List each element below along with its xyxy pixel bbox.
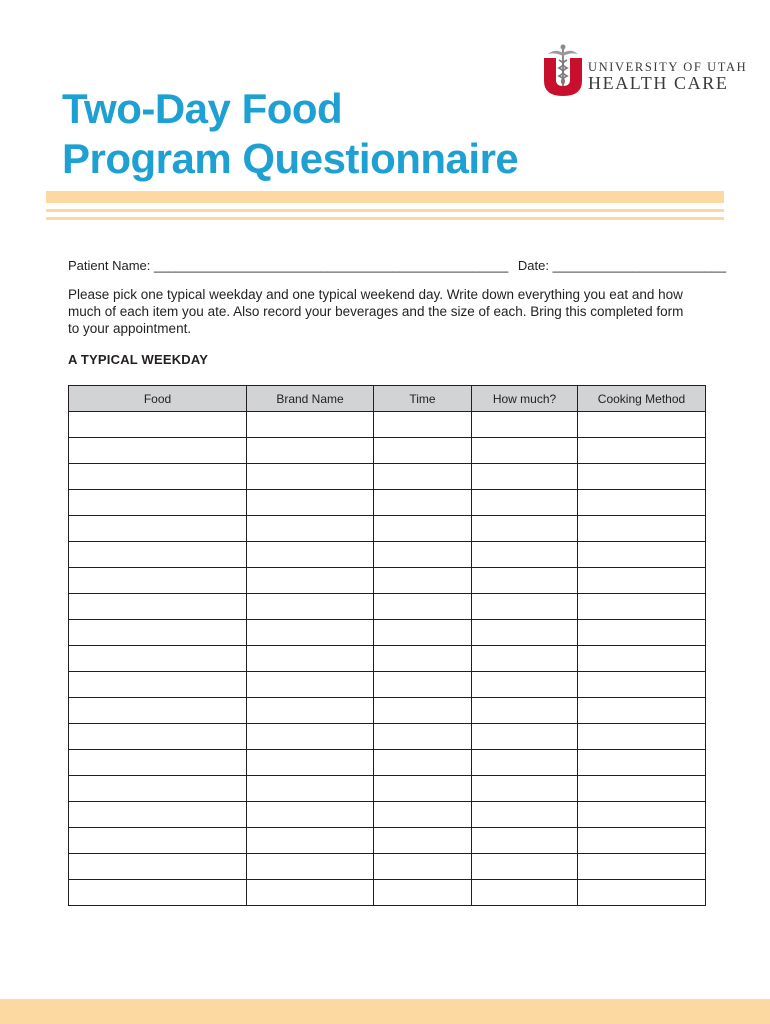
table-cell[interactable]: [247, 568, 374, 594]
table-cell[interactable]: [578, 620, 706, 646]
table-cell[interactable]: [578, 490, 706, 516]
table-cell[interactable]: [247, 828, 374, 854]
table-cell[interactable]: [472, 594, 578, 620]
table-cell[interactable]: [247, 854, 374, 880]
table-body: [69, 412, 706, 906]
table-cell[interactable]: [472, 516, 578, 542]
table-cell[interactable]: [374, 802, 472, 828]
table-cell[interactable]: [69, 828, 247, 854]
table-cell[interactable]: [69, 490, 247, 516]
table-cell[interactable]: [578, 698, 706, 724]
table-cell[interactable]: [69, 672, 247, 698]
column-header-cooking-method: Cooking Method: [578, 386, 706, 412]
table-row: [69, 568, 706, 594]
table-cell[interactable]: [247, 646, 374, 672]
page-title: [62, 84, 518, 184]
table-cell[interactable]: [69, 646, 247, 672]
table-cell[interactable]: [69, 776, 247, 802]
decorative-band-bottom: [0, 999, 770, 1024]
page-title-line-1: Two-Day Food: [62, 85, 343, 132]
column-header-brand-name: Brand Name: [247, 386, 374, 412]
table-cell[interactable]: [374, 490, 472, 516]
table-cell[interactable]: [247, 750, 374, 776]
table-cell[interactable]: [247, 724, 374, 750]
table-row: [69, 594, 706, 620]
table-cell[interactable]: [374, 854, 472, 880]
table-row: [69, 438, 706, 464]
table-cell[interactable]: [374, 750, 472, 776]
table-cell[interactable]: [472, 776, 578, 802]
table-cell[interactable]: [578, 646, 706, 672]
table-row: [69, 880, 706, 906]
table-cell[interactable]: [247, 698, 374, 724]
table-row: [69, 802, 706, 828]
table-cell[interactable]: [247, 438, 374, 464]
table-row: [69, 620, 706, 646]
table-cell[interactable]: [374, 776, 472, 802]
logo-health-care-text: HEALTH CARE: [588, 73, 729, 93]
table-cell[interactable]: [578, 438, 706, 464]
table-cell[interactable]: [472, 880, 578, 906]
table-cell[interactable]: [69, 412, 247, 438]
table-cell[interactable]: [578, 594, 706, 620]
table-cell[interactable]: [247, 672, 374, 698]
table-row: [69, 854, 706, 880]
table-row: [69, 490, 706, 516]
table-cell[interactable]: [247, 620, 374, 646]
column-header-how-much: How much?: [472, 386, 578, 412]
table-cell[interactable]: [374, 438, 472, 464]
table-cell[interactable]: [578, 412, 706, 438]
table-cell[interactable]: [472, 802, 578, 828]
table-cell[interactable]: [472, 490, 578, 516]
table-cell[interactable]: [472, 724, 578, 750]
table-cell[interactable]: [374, 828, 472, 854]
table-cell[interactable]: [247, 880, 374, 906]
table-row: [69, 776, 706, 802]
logo-university-text: UNIVERSITY OF UTAH: [588, 60, 748, 74]
table-row: [69, 646, 706, 672]
table-cell[interactable]: [578, 828, 706, 854]
table-cell[interactable]: [578, 672, 706, 698]
table-cell[interactable]: [374, 412, 472, 438]
table-cell[interactable]: [69, 698, 247, 724]
column-header-time: Time: [374, 386, 472, 412]
table-cell[interactable]: [472, 568, 578, 594]
decorative-band-thin-1: [46, 209, 724, 212]
table-cell[interactable]: [247, 490, 374, 516]
table-cell[interactable]: [69, 568, 247, 594]
table-cell[interactable]: [578, 516, 706, 542]
table-cell[interactable]: [472, 672, 578, 698]
table-cell[interactable]: [578, 542, 706, 568]
table-cell[interactable]: [69, 750, 247, 776]
table-row: [69, 724, 706, 750]
table-cell[interactable]: [578, 750, 706, 776]
table-cell[interactable]: [69, 594, 247, 620]
table-row: [69, 672, 706, 698]
table-cell[interactable]: [69, 542, 247, 568]
table-cell[interactable]: [374, 880, 472, 906]
table-cell[interactable]: [472, 542, 578, 568]
table-cell[interactable]: [472, 438, 578, 464]
decorative-band-thick: [46, 191, 724, 203]
table-cell[interactable]: [247, 776, 374, 802]
column-header-food: Food: [69, 386, 247, 412]
university-logo: [542, 44, 748, 98]
table-cell[interactable]: [247, 412, 374, 438]
table-cell[interactable]: [69, 464, 247, 490]
table-row: [69, 412, 706, 438]
table-cell[interactable]: [578, 724, 706, 750]
table-cell[interactable]: [472, 620, 578, 646]
table-cell[interactable]: [374, 620, 472, 646]
table-cell[interactable]: [374, 464, 472, 490]
table-cell[interactable]: [247, 802, 374, 828]
table-cell[interactable]: [374, 672, 472, 698]
table-cell[interactable]: [69, 854, 247, 880]
table-cell[interactable]: [69, 880, 247, 906]
table-cell[interactable]: [472, 646, 578, 672]
table-cell[interactable]: [578, 880, 706, 906]
date-label: Date:: [517, 258, 549, 273]
table-cell[interactable]: [578, 464, 706, 490]
table-cell[interactable]: [578, 854, 706, 880]
table-row: [69, 464, 706, 490]
page-title-line-2: Program Questionnaire: [62, 135, 519, 182]
table-cell[interactable]: [69, 438, 247, 464]
table-cell[interactable]: [578, 776, 706, 802]
table-row: [69, 516, 706, 542]
table-cell[interactable]: [247, 464, 374, 490]
table-row: [69, 542, 706, 568]
table-cell[interactable]: [69, 724, 247, 750]
table-cell[interactable]: [69, 516, 247, 542]
date-field[interactable]: ________________________: [552, 258, 727, 273]
table-cell[interactable]: [374, 594, 472, 620]
table-cell[interactable]: [374, 568, 472, 594]
table-row: [69, 750, 706, 776]
table-cell[interactable]: [472, 464, 578, 490]
table-cell[interactable]: [472, 698, 578, 724]
table-cell[interactable]: [374, 646, 472, 672]
table-cell[interactable]: [69, 620, 247, 646]
table-cell[interactable]: [374, 516, 472, 542]
table-cell[interactable]: [247, 594, 374, 620]
caduceus-u-icon: [542, 44, 584, 98]
table-cell[interactable]: [247, 516, 374, 542]
instructions-text: Please pick one typical weekday and one typical weekend day. Write down everything you eat and how much of each item you ate. Also record your beverages and the size of each. Bring this completed form to your appointment.: [68, 287, 684, 336]
patient-name-label: Patient Name:: [68, 258, 151, 273]
weekday-food-log-table: [68, 385, 706, 906]
table-cell[interactable]: [247, 542, 374, 568]
table-cell[interactable]: [472, 854, 578, 880]
table-cell[interactable]: [374, 724, 472, 750]
decorative-band-thin-2: [46, 217, 724, 220]
table-row: [69, 698, 706, 724]
table-cell[interactable]: [578, 802, 706, 828]
section-heading-weekday: A TYPICAL WEEKDAY: [68, 352, 209, 367]
table-cell[interactable]: [578, 568, 706, 594]
table-cell[interactable]: [472, 750, 578, 776]
patient-name-field[interactable]: _________________________________________________: [154, 258, 509, 273]
table-cell[interactable]: [374, 698, 472, 724]
patient-info-row: [68, 258, 727, 273]
table-cell[interactable]: [374, 542, 472, 568]
table-row: [69, 828, 706, 854]
table-cell[interactable]: [69, 802, 247, 828]
table-cell[interactable]: [472, 412, 578, 438]
table-header-row: [69, 386, 706, 412]
table-cell[interactable]: [472, 828, 578, 854]
